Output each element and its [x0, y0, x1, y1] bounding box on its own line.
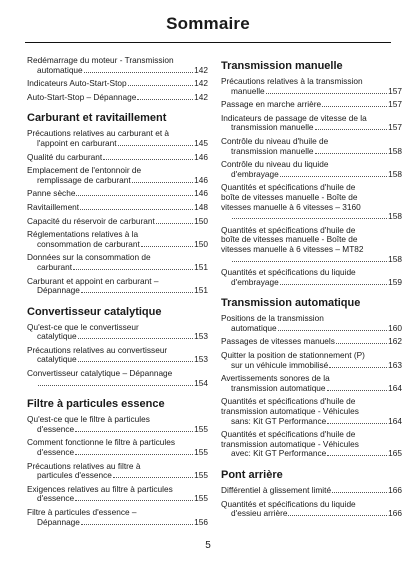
- toc-entry[interactable]: [27, 153, 208, 163]
- dot-leader: [38, 385, 193, 386]
- toc-entry[interactable]: [27, 189, 208, 199]
- toc-entry-lastline: [221, 278, 402, 288]
- toc-entry-text: d'essence: [37, 493, 75, 504]
- toc-entry[interactable]: [221, 226, 402, 264]
- section-heading: Convertisseur catalytique: [27, 305, 162, 318]
- toc-entry-text: catalytique: [37, 354, 77, 365]
- section-heading: Filtre à particules essence: [27, 398, 165, 411]
- dot-leader: [103, 159, 193, 160]
- toc-entry[interactable]: [221, 100, 402, 110]
- toc-entry-lastline: [221, 87, 402, 97]
- header-divider: [25, 42, 391, 43]
- toc-entry-text: Données sur la consommation de: [27, 252, 151, 263]
- toc-page-number: 155: [194, 447, 208, 458]
- toc-page-number: 155: [194, 493, 208, 504]
- dot-leader: [80, 209, 193, 210]
- toc-entry-text: transmission manuelle: [231, 122, 314, 133]
- toc-entry-text: Quantités et spécifications d'huile de: [221, 182, 356, 193]
- toc-entry-lastline: [27, 286, 208, 296]
- toc-entry-text: automatique: [231, 322, 277, 333]
- toc-entry-lastline: [221, 324, 402, 334]
- toc-entry-text: Précautions relatives au filtre à: [27, 460, 141, 471]
- toc-entry-lastline: [27, 379, 208, 389]
- toc-entry[interactable]: [221, 500, 402, 519]
- dot-leader: [332, 492, 387, 493]
- dot-leader: [81, 292, 193, 293]
- toc-entry-lastline: [27, 263, 208, 273]
- toc-page-number: 157: [388, 99, 402, 110]
- toc-section: [27, 56, 208, 102]
- toc-page-number: 164: [388, 415, 402, 426]
- toc-entry[interactable]: [221, 486, 402, 496]
- toc-entry[interactable]: [221, 314, 402, 333]
- dot-leader: [327, 455, 387, 456]
- toc-page-number: 160: [388, 322, 402, 333]
- toc-page-number: 146: [194, 188, 208, 199]
- dot-leader: [113, 477, 193, 478]
- toc-entry-text: transmission automatique - Véhicules: [221, 406, 359, 417]
- toc-entry-text: Dépannage: [37, 516, 80, 527]
- toc-entry[interactable]: [221, 114, 402, 133]
- toc-entry[interactable]: [27, 129, 208, 148]
- toc-entry[interactable]: [221, 374, 402, 393]
- toc-entry-lastline: [27, 425, 208, 435]
- toc-entry-text: l'appoint en carburant: [37, 137, 117, 148]
- toc-page-number: 155: [194, 470, 208, 481]
- toc-entry-text: manuelle: [231, 85, 265, 96]
- toc-left-column: [27, 56, 208, 537]
- dot-leader: [76, 195, 193, 196]
- toc-page-number: 162: [388, 336, 402, 347]
- dot-leader: [315, 129, 388, 130]
- toc-page-number: 146: [194, 174, 208, 185]
- dot-leader: [232, 261, 387, 262]
- dot-leader: [327, 390, 388, 391]
- toc-entry-lastline: [221, 123, 402, 133]
- toc-entry-text: catalytique: [37, 331, 77, 342]
- toc-entry[interactable]: [221, 137, 402, 156]
- toc-page-number: 151: [194, 261, 208, 272]
- toc-page-number: 157: [388, 85, 402, 96]
- dot-leader: [156, 223, 193, 224]
- section-heading: Transmission automatique: [221, 297, 361, 310]
- toc-entry-text: Précautions relatives à la transmission: [221, 76, 363, 86]
- toc-entry-text: boîte de vitesses manuelle - Boîte de: [221, 234, 358, 245]
- toc-page-number: 156: [194, 516, 208, 527]
- toc-entry-lastline: [27, 332, 208, 342]
- toc-entry-lastline: [27, 189, 208, 199]
- dot-leader: [78, 338, 193, 339]
- toc-entry[interactable]: [27, 323, 208, 342]
- toc-page-number: 142: [194, 64, 208, 75]
- toc-entry-text: Qu'est-ce que le filtre à particules: [27, 414, 150, 425]
- toc-entry-text: Dépannage: [37, 285, 80, 296]
- toc-page-number: 165: [388, 448, 402, 459]
- dot-leader: [280, 284, 387, 285]
- section-heading: Transmission manuelle: [221, 60, 343, 72]
- dot-leader: [75, 454, 193, 455]
- dot-leader: [84, 72, 193, 73]
- toc-page-number: 150: [194, 238, 208, 249]
- toc-entry-lastline: [27, 66, 208, 76]
- toc-entry-lastline: [221, 212, 402, 222]
- toc-entry-text: Quantités et spécifications d'huile de: [221, 429, 356, 440]
- dot-leader: [128, 85, 194, 86]
- toc-entry-text: Indicateurs Auto-Start-Stop: [27, 78, 127, 89]
- toc-entry-text: consommation de carburant: [37, 238, 140, 249]
- toc-entry-text: Comment fonctionne le filtre à particules: [27, 437, 176, 448]
- toc-entry-lastline: [27, 518, 208, 528]
- toc-entry-lastline: [221, 361, 402, 371]
- toc-page-number: 157: [388, 122, 402, 133]
- toc-entry-text: vitesses manuelle à 6 vitesses – MT82: [221, 243, 364, 254]
- toc-section: [27, 398, 208, 527]
- toc-entry[interactable]: [27, 93, 208, 103]
- toc-entry-lastline: [221, 486, 402, 496]
- toc-entry-text: Carburant et appoint en carburant –: [27, 275, 159, 286]
- toc-entry[interactable]: [27, 166, 208, 185]
- toc-entry-lastline: [27, 471, 208, 481]
- toc-entry-text: Capacité du réservoir de carburant: [27, 215, 155, 226]
- toc-entry[interactable]: [27, 56, 208, 75]
- toc-page-number: 153: [194, 331, 208, 342]
- toc-entry-text: Ravitaillement: [27, 201, 80, 212]
- toc-entry-lastline: [27, 355, 208, 365]
- toc-entry-text: Positions de la transmission: [221, 313, 324, 324]
- toc-entry-text: d'essence: [37, 447, 75, 458]
- toc-entry-text: sur un véhicule immobilisé: [231, 359, 329, 370]
- toc-entry-text: automatique: [37, 64, 83, 75]
- toc-page-number: 154: [194, 377, 208, 388]
- dot-leader: [118, 145, 194, 146]
- toc-entry[interactable]: [27, 79, 208, 89]
- toc-entry-text: Contrôle du niveau du liquide: [221, 159, 329, 170]
- toc-entry-lastline: [27, 494, 208, 504]
- toc-entry-lastline: [27, 139, 208, 149]
- toc-entry[interactable]: [27, 415, 208, 434]
- dot-leader: [322, 106, 387, 107]
- dot-leader: [315, 153, 388, 154]
- toc-entry[interactable]: [27, 369, 208, 388]
- toc-entry-text: Emplacement de l'entonnoir de: [27, 165, 142, 176]
- toc-entry-text: Exigences relatives au filtre à particules: [27, 483, 173, 494]
- toc-section: [27, 306, 208, 389]
- toc-entry-lastline: [221, 449, 402, 459]
- page-title: Sommaire: [166, 14, 250, 33]
- dot-leader: [141, 246, 193, 247]
- dot-leader: [327, 423, 387, 424]
- toc-entry-text: Auto-Start-Stop – Dépannage: [27, 91, 137, 102]
- section-heading: Carburant et ravitaillement: [27, 112, 167, 125]
- toc-entry-lastline: [221, 147, 402, 157]
- toc-page-number: 153: [194, 354, 208, 365]
- toc-entry-lastline: [221, 100, 402, 110]
- toc-entry-text: Différentiel à glissement limité: [221, 485, 332, 495]
- dot-leader: [280, 176, 387, 177]
- toc-entry[interactable]: [27, 508, 208, 527]
- dot-leader: [81, 524, 193, 525]
- toc-entry-text: transmission automatique: [231, 382, 326, 393]
- toc-entry-text: Panne sèche: [27, 188, 76, 199]
- toc-entry-lastline: [221, 170, 402, 180]
- toc-page-number: 148: [194, 201, 208, 212]
- dot-leader: [336, 343, 387, 344]
- toc-entry-text: Quantités et spécifications d'huile de: [221, 224, 356, 235]
- toc-entry[interactable]: [221, 183, 402, 221]
- toc-entry-text: sans: Kit GT Performance: [231, 415, 327, 426]
- toc-page-number: 158: [388, 145, 402, 156]
- toc-entry-text: vitesses manuelle à 6 vitesses – 3160: [221, 201, 361, 212]
- toc-entry[interactable]: [27, 253, 208, 272]
- dot-leader: [137, 99, 193, 100]
- toc-entry[interactable]: [27, 203, 208, 213]
- toc-entry-text: particules d'essence: [37, 470, 112, 481]
- dot-leader: [232, 218, 387, 219]
- toc-entry-text: d'embrayage: [231, 276, 279, 287]
- toc-page-number: 158: [388, 253, 402, 264]
- dot-leader: [75, 500, 193, 501]
- toc-entry[interactable]: [27, 438, 208, 457]
- section-heading: Pont arrière: [221, 469, 283, 481]
- toc-entry-text: Quitter la position de stationnement (P): [221, 350, 365, 361]
- toc-entry-text: remplissage de carburant: [37, 174, 131, 185]
- toc-page-number: 150: [194, 215, 208, 226]
- toc-page-number: 158: [388, 168, 402, 179]
- toc-entry-text: avec: Kit GT Performance: [231, 448, 327, 459]
- toc-entry[interactable]: [27, 485, 208, 504]
- toc-page-number: 146: [194, 151, 208, 162]
- toc-entry[interactable]: [27, 346, 208, 365]
- dot-leader: [266, 93, 387, 94]
- toc-page-number: 155: [194, 423, 208, 434]
- toc-entry-text: Précautions relatives au convertisseur: [27, 344, 168, 355]
- toc-entry-text: transmission manuelle: [231, 145, 314, 156]
- toc-entry-text: transmission automatique - Véhicules: [221, 438, 359, 449]
- toc-page-number: 166: [388, 508, 402, 519]
- toc-entry-text: Quantités et spécifications du liquide: [221, 498, 356, 509]
- toc-entry-text: Passages de vitesses manuels: [221, 336, 335, 347]
- toc-entry[interactable]: [221, 430, 402, 459]
- dot-leader: [278, 330, 387, 331]
- toc-entry-lastline: [27, 217, 208, 227]
- toc-entry-text: Précautions relatives au carburant et à: [27, 128, 170, 139]
- toc-page-number: 163: [388, 359, 402, 370]
- toc-entry[interactable]: [27, 277, 208, 296]
- toc-entry-text: Réglementations relatives à la: [27, 229, 139, 240]
- toc-entry[interactable]: [221, 397, 402, 426]
- toc-entry-text: Indicateurs de passage de vitesse de la: [221, 112, 367, 123]
- toc-entry-text: d'essieu arrière: [231, 508, 288, 519]
- dot-leader: [329, 367, 387, 368]
- toc-entry-lastline: [221, 384, 402, 394]
- toc-entry-text: boîte de vitesses manuelle - Boîte de: [221, 191, 358, 202]
- toc-entry-lastline: [221, 417, 402, 427]
- toc-page-number: 159: [388, 276, 402, 287]
- dot-leader: [288, 515, 387, 516]
- toc-entry-lastline: [27, 153, 208, 163]
- toc-entry[interactable]: [27, 217, 208, 227]
- toc-entry-text: Redémarrage du moteur - Transmission: [27, 55, 174, 65]
- dot-leader: [73, 269, 193, 270]
- toc-entry-lastline: [27, 93, 208, 103]
- toc-page-number: 164: [388, 382, 402, 393]
- toc-entry-text: Avertissements sonores de la: [221, 373, 330, 384]
- dot-leader: [132, 182, 194, 183]
- toc-entry-text: Convertisseur catalytique – Dépannage: [27, 368, 173, 379]
- toc-section: [221, 297, 402, 459]
- toc-entry-lastline: [27, 203, 208, 213]
- toc-entry-text: Filtre à particules d'essence –: [27, 507, 137, 517]
- toc-entry[interactable]: [27, 462, 208, 481]
- toc-section: [221, 60, 402, 287]
- toc-entry[interactable]: [221, 337, 402, 347]
- dot-leader: [75, 431, 193, 432]
- toc-entry-text: Contrôle du niveau d'huile de: [221, 135, 329, 146]
- toc-entry-text: d'essence: [37, 423, 75, 434]
- page-number: 5: [205, 540, 211, 551]
- toc-entry-text: carburant: [37, 261, 73, 272]
- toc-entry-text: Passage en marche arrière: [221, 99, 322, 110]
- toc-section: [221, 469, 402, 519]
- toc-entry-lastline: [27, 79, 208, 89]
- toc-entry-text: Qu'est-ce que le convertisseur: [27, 321, 139, 332]
- toc-entry-lastline: [221, 337, 402, 347]
- toc-entry-lastline: [27, 240, 208, 250]
- toc-entry[interactable]: [221, 77, 402, 96]
- toc-page-number: 142: [194, 91, 208, 102]
- toc-entry-text: Quantités et spécifications d'huile de: [221, 396, 356, 407]
- toc-entry-text: Qualité du carburant: [27, 151, 103, 162]
- toc-section: [27, 112, 208, 295]
- dot-leader: [78, 361, 193, 362]
- toc-page-number: 151: [194, 285, 208, 296]
- page-header: [0, 0, 416, 48]
- toc-page-number: 142: [194, 78, 208, 89]
- toc-entry[interactable]: [221, 160, 402, 179]
- toc-entry[interactable]: [27, 230, 208, 249]
- toc-entry-lastline: [221, 509, 402, 519]
- toc-entry[interactable]: [221, 351, 402, 370]
- toc-page-number: 145: [194, 137, 208, 148]
- toc-page-number: 166: [388, 485, 402, 495]
- toc-entry-text: d'embrayage: [231, 168, 279, 179]
- toc-entry-lastline: [27, 176, 208, 186]
- toc-entry[interactable]: [221, 268, 402, 287]
- toc-entry-text: Quantités et spécifications du liquide: [221, 267, 356, 278]
- toc-page-number: 158: [388, 211, 402, 222]
- toc-right-column: [221, 56, 402, 529]
- toc-entry-lastline: [221, 255, 402, 265]
- toc-entry-lastline: [27, 448, 208, 458]
